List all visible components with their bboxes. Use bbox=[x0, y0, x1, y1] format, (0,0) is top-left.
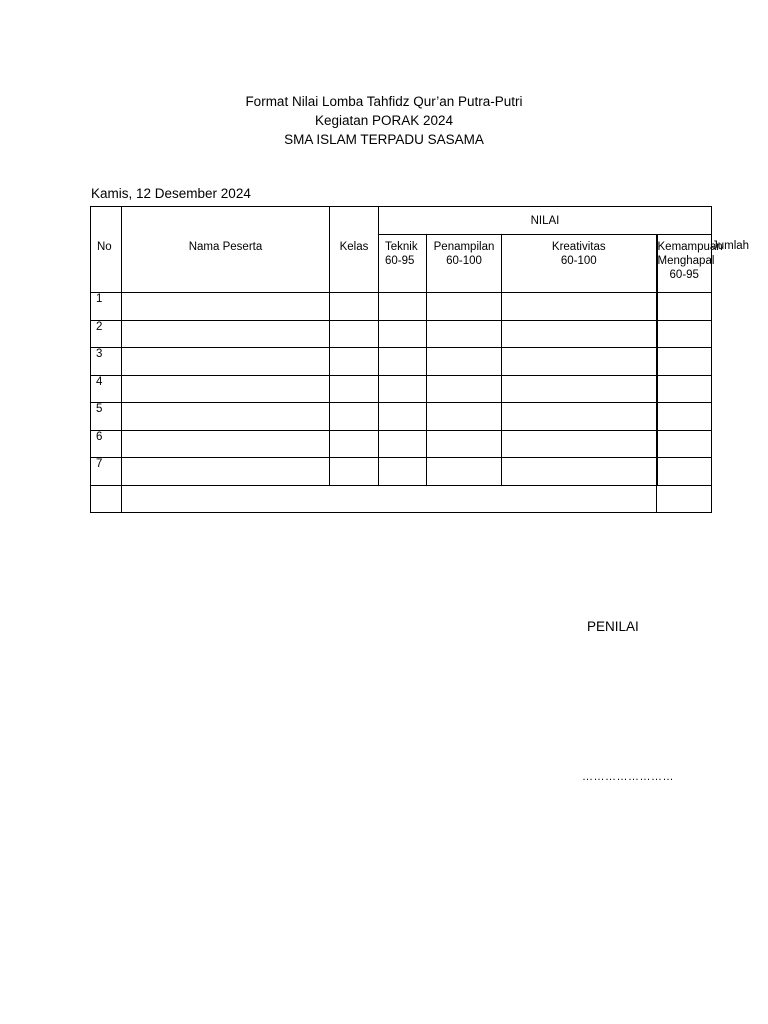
cell-kreativitas bbox=[502, 403, 657, 431]
cell-kemampuan bbox=[657, 430, 712, 458]
cell-total-merged bbox=[122, 485, 657, 513]
cell-penampilan bbox=[427, 458, 502, 486]
cell-total-no bbox=[91, 485, 122, 513]
cell-teknik bbox=[379, 293, 427, 321]
row-number: 5 bbox=[91, 403, 122, 431]
cell-penampilan bbox=[427, 403, 502, 431]
row-number: 3 bbox=[91, 348, 122, 376]
row-number: 7 bbox=[91, 458, 122, 486]
score-table bbox=[90, 206, 750, 513]
cell-kemampuan bbox=[657, 293, 712, 321]
table-row bbox=[91, 375, 712, 403]
header-kemampuan-label-2: Menghapal bbox=[657, 255, 715, 267]
cell-nama bbox=[122, 430, 330, 458]
cell-penampilan bbox=[427, 293, 502, 321]
event-date: Kamis, 12 Desember 2024 bbox=[91, 186, 251, 201]
row-number: 2 bbox=[91, 320, 122, 348]
header-kelas: Kelas bbox=[330, 207, 379, 293]
cell-teknik bbox=[379, 458, 427, 486]
header-nilai: NILAI bbox=[379, 207, 712, 235]
header-kreativitas-label: Kreativitas bbox=[551, 241, 606, 253]
cell-kemampuan bbox=[657, 348, 712, 376]
cell-penampilan bbox=[427, 430, 502, 458]
cell-kemampuan bbox=[657, 458, 712, 486]
cell-kemampuan bbox=[657, 375, 712, 403]
cell-kelas bbox=[330, 403, 379, 431]
cell-kelas bbox=[330, 348, 379, 376]
table-row bbox=[91, 320, 712, 348]
header-penampilan bbox=[427, 235, 502, 293]
cell-kreativitas bbox=[502, 375, 657, 403]
cell-kreativitas bbox=[502, 430, 657, 458]
cell-teknik bbox=[379, 348, 427, 376]
header-no: No bbox=[91, 207, 122, 293]
header-teknik bbox=[379, 235, 427, 293]
header-kemampuan bbox=[657, 235, 723, 293]
header-kemampuan-label: Kemampuan bbox=[657, 241, 723, 253]
header-teknik-range: 60-95 bbox=[385, 255, 415, 267]
cell-kelas bbox=[330, 293, 379, 321]
cell-teknik bbox=[379, 375, 427, 403]
cell-teknik bbox=[379, 403, 427, 431]
header-penampilan-label: Penampilan bbox=[433, 241, 495, 253]
table-total-row bbox=[91, 485, 712, 513]
cell-teknik bbox=[379, 320, 427, 348]
cell-teknik bbox=[379, 430, 427, 458]
cell-penampilan bbox=[427, 320, 502, 348]
cell-nama bbox=[122, 293, 330, 321]
title-line-3: SMA ISLAM TERPADU SASAMA bbox=[284, 132, 484, 147]
table-row bbox=[91, 430, 712, 458]
header-kreativitas bbox=[502, 235, 657, 293]
cell-kemampuan bbox=[657, 403, 712, 431]
table-header-row: No Nama Peserta Kelas NILAI Jumlah bbox=[91, 207, 712, 235]
cell-nama bbox=[122, 403, 330, 431]
table-row bbox=[91, 348, 712, 376]
cell-kemampuan bbox=[657, 320, 712, 348]
cell-nama bbox=[122, 458, 330, 486]
table-row bbox=[91, 458, 712, 486]
cell-kreativitas bbox=[502, 293, 657, 321]
cell-kreativitas bbox=[502, 320, 657, 348]
cell-penampilan bbox=[427, 348, 502, 376]
cell-nama bbox=[122, 375, 330, 403]
document-title bbox=[0, 92, 768, 149]
table-row bbox=[91, 293, 712, 321]
signature-line: …………………… bbox=[582, 771, 674, 783]
cell-kelas bbox=[330, 458, 379, 486]
cell-total-jumlah bbox=[657, 485, 712, 513]
header-teknik-label: Teknik bbox=[385, 241, 418, 253]
row-number: 4 bbox=[91, 375, 122, 403]
title-line-2: Kegiatan PORAK 2024 bbox=[314, 113, 454, 128]
cell-nama bbox=[122, 348, 330, 376]
row-number: 1 bbox=[91, 293, 122, 321]
header-kreativitas-range: 60-100 bbox=[560, 255, 597, 267]
header-penampilan-range: 60-100 bbox=[446, 255, 482, 267]
cell-kreativitas bbox=[502, 348, 657, 376]
cell-kreativitas bbox=[502, 458, 657, 486]
cell-nama bbox=[122, 320, 330, 348]
row-number: 6 bbox=[91, 430, 122, 458]
table-row bbox=[91, 403, 712, 431]
cell-penampilan bbox=[427, 375, 502, 403]
cell-kelas bbox=[330, 375, 379, 403]
cell-kelas bbox=[330, 320, 379, 348]
title-line-1: Format Nilai Lomba Tahfidz Qur’an Putra-Putri bbox=[245, 94, 523, 109]
header-kemampuan-range: 60-95 bbox=[669, 269, 699, 281]
header-nama-peserta: Nama Peserta bbox=[122, 207, 330, 293]
penilai-label: PENILAI bbox=[587, 619, 639, 634]
cell-kelas bbox=[330, 430, 379, 458]
